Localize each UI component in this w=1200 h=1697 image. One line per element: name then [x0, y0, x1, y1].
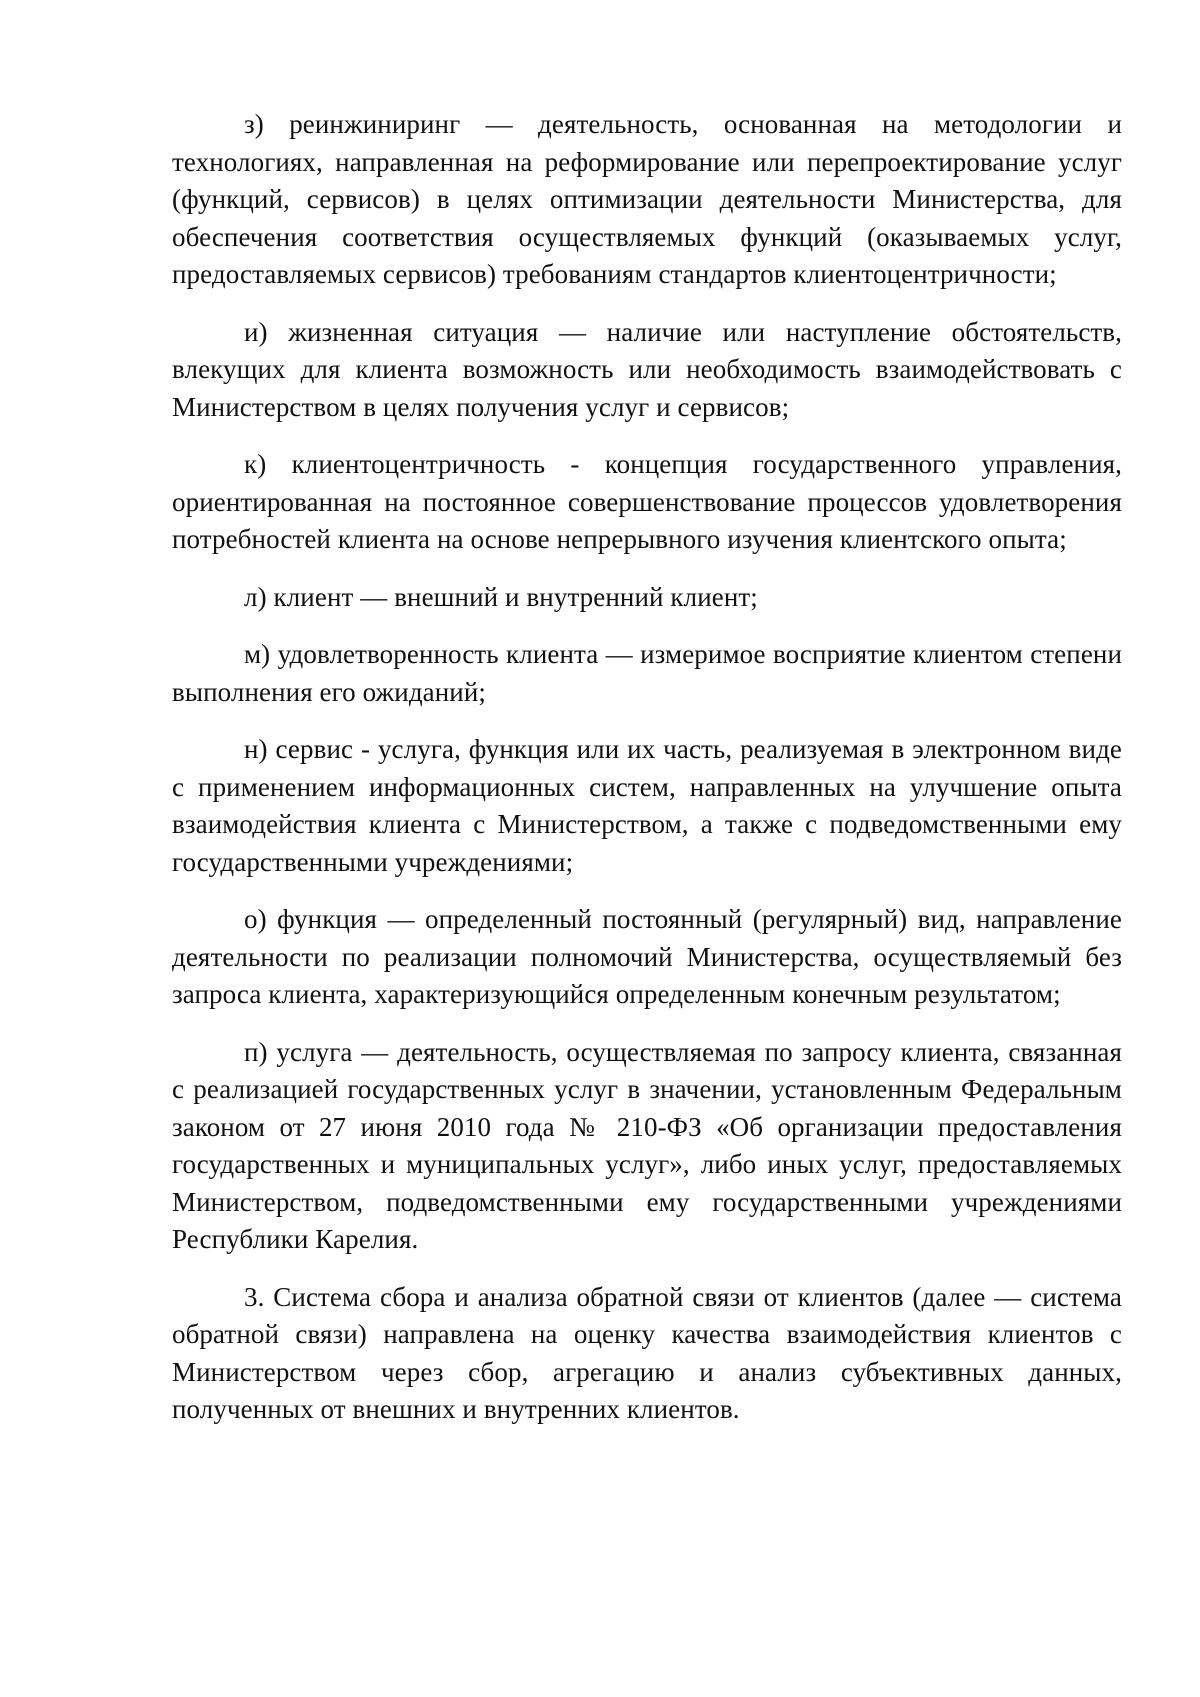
paragraph-l-client: л) клиент — внешний и внутренний клиент; — [244, 581, 758, 612]
paragraph-k-client-centricity: к) клиентоцентричность - концепция государственного управления, ориентированная на постоянное совершенствование процессов удовлетворения потребностей клиента на основе непрерывного изучения клиентского опыта; — [172, 449, 1122, 554]
paragraph-p-public-service: п) услуга — деятельность, осуществляемая по запросу клиента, связанная с реализацией государственных услуг в значении, установленным Федеральным законом от 27 июня 2010 года № 210-ФЗ «Об организации предоставления государственных и муниципальных услуг», либо иных услуг, предоставляемых Министерством, подведомственными ему государственными учреждениями Республики Карелия. — [172, 1036, 1122, 1254]
paragraph-3-feedback-system: 3. Система сбора и анализа обратной связи от клиентов (далее — система обратной связи) направлена на оценку качества взаимодействия клиентов с Министерством через сбор, агрегацию и анализ субъективных данных, полученных от внешних и внутренних клиентов. — [172, 1281, 1122, 1424]
document-body — [172, 106, 1122, 1449]
paragraph-n-service: н) сервис - услуга, функция или их часть, реализуемая в электронном виде с применением информационных систем, направленных на улучшение опыта взаимодействия клиента с Министерством, а также с подведомственными ему государственными учреждениями; — [172, 734, 1122, 877]
paragraph-m-client-satisfaction: м) удовлетворенность клиента — измеримое восприятие клиентом степени выполнения его ожиданий; — [172, 639, 1122, 707]
paragraph-o-function: о) функция — определенный постоянный (регулярный) вид, направление деятельности по реализации полномочий Министерства, осуществляемый без запроса клиента, характеризующийся определенным конечным результатом; — [172, 904, 1122, 1009]
paragraph-z-reengineering: з) реинжиниринг — деятельность, основанная на методологии и технологиях, направленная на реформирование или перепроектирование услуг (функций, сервисов) в целях оптимизации деятельности Министерства, для обеспечения соответствия осуществляемых функций (оказываемых услуг, предоставляемых сервисов) требованиям стандартов клиентоцентричности; — [172, 109, 1122, 289]
paragraph-i-life-situation: и) жизненная ситуация — наличие или наступление обстоятельств, влекущих для клиента возможность или необходимость взаимодействовать с Министерством в целях получения услуг и сервисов; — [172, 316, 1122, 422]
